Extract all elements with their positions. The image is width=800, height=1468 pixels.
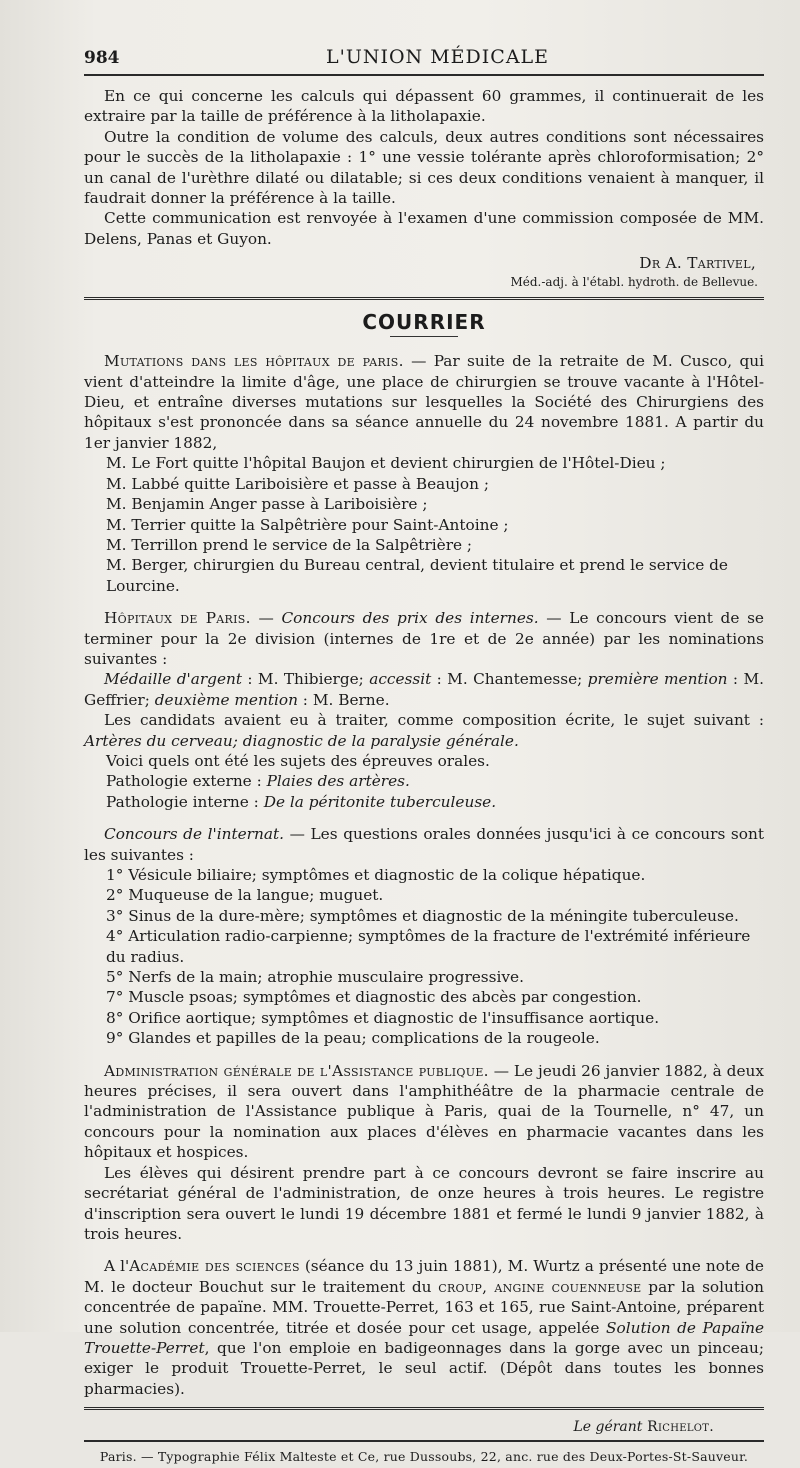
news-paragraph: Hôpitaux de Paris. — Concours des prix des internes. — Le concours vient de se terminer pour la 2e division (internes de 1re et de 2e année) par les nominations suivantes :	[84, 609, 764, 668]
section-rule	[84, 297, 764, 302]
running-title: L'UNION MÉDICALE	[326, 46, 550, 68]
list-item: 4° Articulation radio-carpienne; symptômes de la fracture de l'extrémité inférieure du radius.	[106, 927, 751, 966]
list-item: 8° Orifice aortique; symptômes et diagnostic de l'insuffisance aortique.	[106, 1008, 660, 1027]
gerant-signature: Le gérant Richelot.	[573, 1419, 714, 1436]
news-internat	[84, 824, 764, 1048]
news-paragraph: A l'Académie des sciences (séance du 13 juin 1881), M. Wurtz a présenté une note de M. le docteur Bouchut sur le traitement du croup, angine couenneuse par la solution concentrée de papaïne. MM. Trouette-Perret, 163 et 165, rue Saint-Antoine, préparent une solution concentrée, titrée et dosée pour cet usage, appelée Solution de Papaïne Trouette-Perret, que l'on emploie en badigeonnages dans la gorge avec un pinceau; exiger le produit Trouette-Perret, le seul actif. (Dépôt dans toutes les bonnes pharmacies).	[84, 1257, 764, 1398]
news-heading: Administration générale de l'Assistance publique.	[104, 1061, 489, 1080]
list-item: 1° Vésicule biliaire; symptômes et diagnostic de la colique hépatique.	[106, 866, 646, 884]
page-number: 984	[84, 48, 120, 68]
list-item: 2° Muqueuse de la langue; muguet.	[106, 886, 384, 905]
printer-imprint: Paris. — Typographie Félix Malteste et Ce, rue Dussoubs, 22, anc. rue des Deux-Portes-St-Sauveur.	[99, 1449, 749, 1465]
news-heading: Mutations dans les hôpitaux de paris.	[104, 352, 404, 371]
news-heading: Académie des sciences	[129, 1257, 300, 1276]
news-mutations	[84, 351, 764, 596]
news-paragraph: Les candidats avaient eu à traiter, comme composition écrite, le sujet suivant : Artères du cerveau; diagnostic de la paralysie générale.	[84, 711, 764, 750]
news-paragraph: Les élèves qui désirent prendre part à ce concours devront se faire inscrire au secrétariat général de l'administration, de onze heures à trois heures. Le registre d'inscription sera ouvert le lundi 19 décembre 1881 et fermé le lundi 9 janvier 1882, à trois heures.	[84, 1163, 764, 1243]
news-academie	[84, 1256, 764, 1399]
page-header	[84, 44, 764, 74]
title-underline	[390, 336, 458, 337]
list-item: 5° Nerfs de la main; atrophie musculaire progressive.	[106, 968, 524, 987]
article-paragraph: Cette communication est renvoyée à l'examen d'une commission composée de MM. Delens, Panas et Guyon.	[84, 209, 764, 248]
news-assistance	[84, 1061, 764, 1245]
list-item: M. Benjamin Anger passe à Lariboisière ;	[106, 495, 428, 514]
footer-rule	[84, 1407, 764, 1412]
list-item: M. Berger, chirurgien du Bureau central, devient titulaire et prend le service de Lourcine.	[106, 556, 728, 595]
section-title: COURRIER	[362, 310, 486, 335]
news-heading: Concours de l'internat.	[104, 825, 284, 844]
article-paragraph: En ce qui concerne les calculs qui dépassent 60 grammes, il continuerait de les extraire par la taille de préférence à la litholapaxie.	[84, 87, 764, 126]
article-continuation	[84, 86, 764, 291]
news-line: Pathologie interne : De la péritonite tuberculeuse.	[106, 792, 497, 811]
news-line: Pathologie externe : Plaies des artères.	[106, 772, 410, 791]
list-item: M. Terrier quitte la Salpêtrière pour Saint-Antoine ;	[106, 515, 509, 534]
news-hopitaux	[84, 608, 764, 812]
list-item: M. Terrillon prend le service de la Salpêtrière ;	[106, 535, 473, 554]
article-paragraph: Outre la condition de volume des calculs, deux autres conditions sont nécessaires pour le succès de la litholapaxie : 1° une vessie tolérante après chloroformisation; 2° un canal de l'urèthre dilaté ou dilatable; si ces deux conditions venaient à manquer, il faudrait donner la préférence à la taille.	[84, 127, 764, 208]
imprint-rule	[84, 1440, 764, 1442]
prize-list: Médaille d'argent : M. Thibierge; accessit : M. Chantemesse; première mention : M. Geffrier; deuxième mention : M. Berne.	[84, 670, 764, 709]
news-paragraph: Administration générale de l'Assistance publique. — Le jeudi 26 janvier 1882, à deux heures précises, il sera ouvert dans l'amphithéâtre de la pharmacie centrale de l'administration de l'Assistance publique à Paris, quai de la Tournelle, n° 47, un concours pour la nomination aux places d'élèves en pharmacie vacantes dans les hôpitaux et hospices.	[84, 1061, 764, 1162]
news-paragraph: Mutations dans les hôpitaux de paris. — Par suite de la retraite de M. Cusco, qui vient d'atteindre la limite d'âge, une place de chirurgien se trouve vacante à l'Hôtel-Dieu, et entraîne diverses mutations sur lesquelles la Société des Chirurgiens des hôpitaux s'est prononcée dans sa séance annuelle du 24 novembre 1881. A partir du 1er janvier 1882,	[84, 352, 764, 452]
list-item: M. Le Fort quitte l'hôpital Baujon et devient chirurgien de l'Hôtel-Dieu ;	[106, 454, 666, 473]
list-item: 3° Sinus de la dure-mère; symptômes et diagnostic de la méningite tuberculeuse.	[106, 906, 739, 925]
author-affiliation: Méd.-adj. à l'établ. hydroth. de Bellevue.	[510, 275, 758, 290]
list-item: 7° Muscle psoas; symptômes et diagnostic des abcès par congestion.	[106, 988, 642, 1007]
list-item: 9° Glandes et papilles de la peau; complications de la rougeole.	[106, 1029, 600, 1048]
author-signature: Dr A. Tartivel,	[639, 254, 756, 273]
list-item: M. Labbé quitte Lariboisière et passe à Beaujon ;	[106, 474, 489, 493]
news-heading: Hôpitaux de Paris.	[104, 609, 251, 628]
news-line: Voici quels ont été les sujets des épreuves orales.	[106, 751, 490, 770]
news-paragraph: Concours de l'internat. — Les questions orales données jusqu'ici à ce concours sont les suivantes :	[84, 825, 764, 864]
header-rule	[84, 74, 764, 76]
